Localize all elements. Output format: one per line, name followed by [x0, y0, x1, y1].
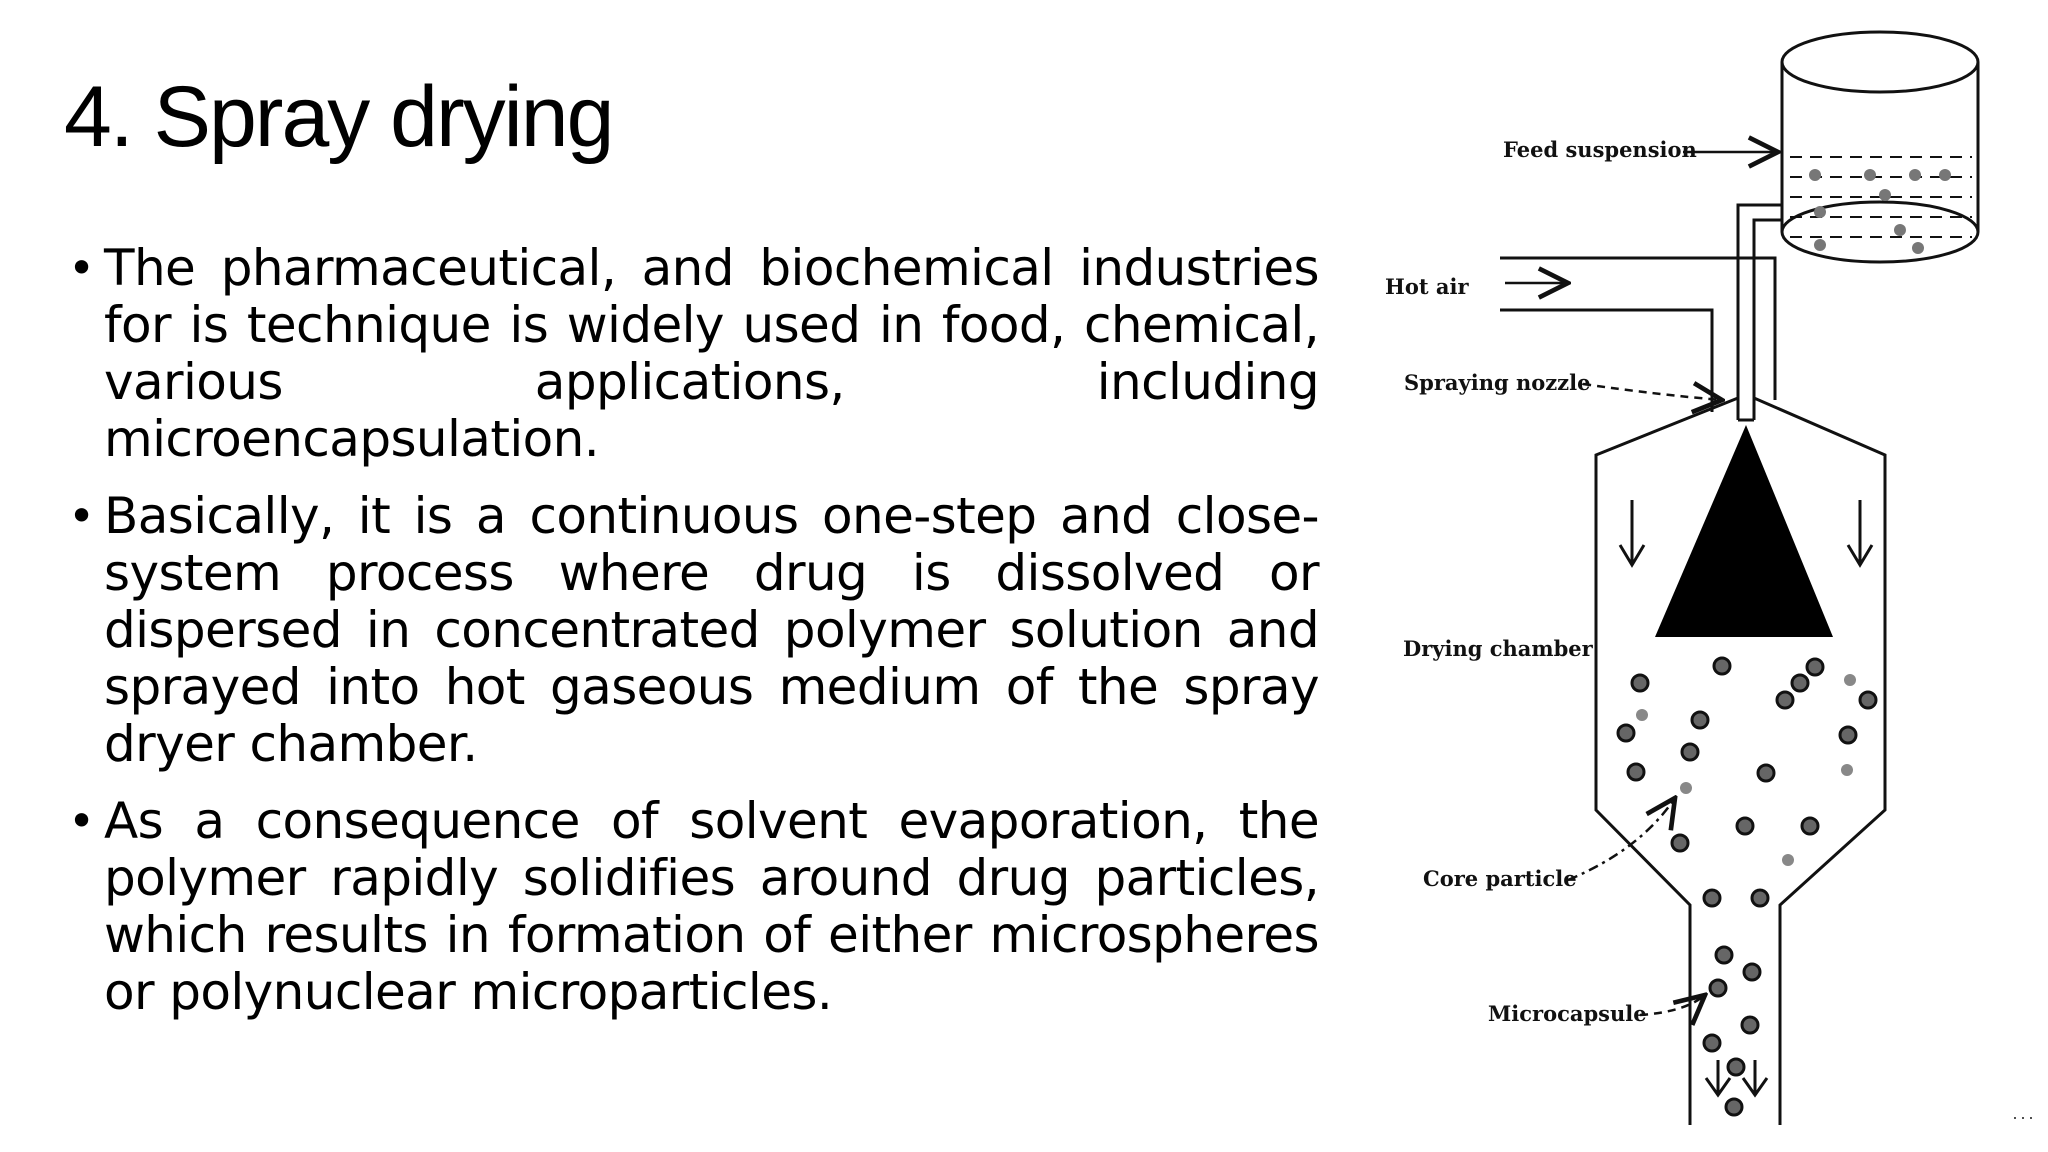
label-drying-chamber: Drying chamber — [1403, 636, 1593, 661]
bullet-marker: • — [68, 489, 95, 543]
bullet-text: As a consequence of solvent evaporation, the polymer rapidly solidifies around drug particles, which results in formation of either microspheres or polynuclear microparticles. — [104, 792, 1319, 1021]
spray-dryer-diagram — [1370, 20, 2030, 1130]
label-hot-air: Hot air — [1385, 274, 1469, 299]
bullet-list — [64, 240, 1319, 1041]
core-particles — [1636, 674, 1856, 866]
feed-tank — [1782, 32, 1978, 262]
spray-cone — [1655, 425, 1833, 637]
bullet-marker: • — [68, 241, 95, 295]
bullet-item — [64, 488, 1319, 773]
microcapsule-particles — [1618, 658, 1876, 1115]
slide-title: 4. Spray drying — [64, 69, 613, 165]
bullet-text: Basically, it is a continuous one-step and close-system process where drug is dissolved or dispersed in concentrated polymer solution and sprayed into hot gaseous medium of the spray dryer chamber. — [104, 487, 1319, 773]
nozzle-leader-line — [1583, 384, 1722, 400]
core-leader-line — [1568, 798, 1675, 880]
label-microcapsule: Microcapsule — [1488, 1001, 1647, 1026]
bullet-text: The pharmaceutical, and biochemical industries for is technique is widely used in food, chemical, various applications, including microencapsulation. — [104, 239, 1319, 468]
label-core-particle: Core particle — [1423, 866, 1577, 891]
bullet-item — [64, 793, 1319, 1021]
bullet-item — [64, 240, 1319, 468]
bullet-marker: • — [68, 794, 95, 848]
label-feed-suspension: Feed suspension — [1503, 137, 1697, 162]
label-spraying-nozzle: Spraying nozzle — [1404, 370, 1591, 395]
microcapsule-leader-line — [1640, 995, 1705, 1015]
corner-mark: ··· — [2012, 1107, 2036, 1127]
